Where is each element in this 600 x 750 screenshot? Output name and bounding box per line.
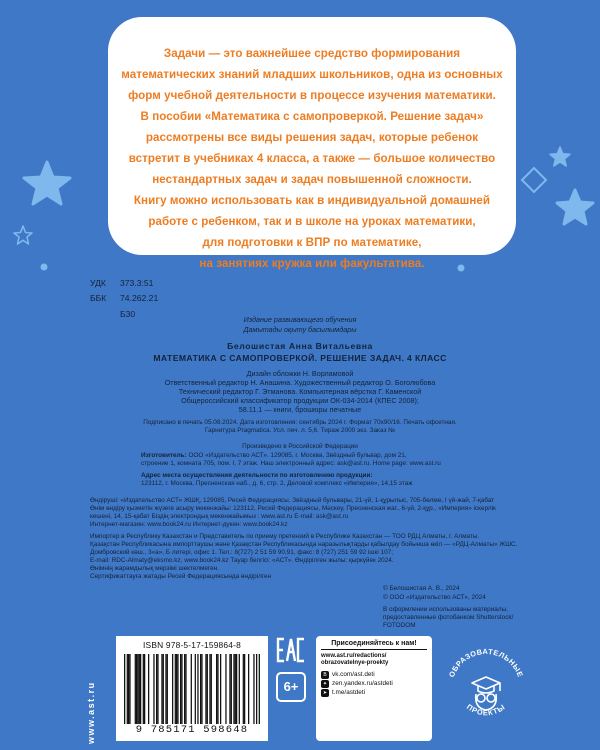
logo-bottom-text: ПРОЕКТЫ xyxy=(465,702,507,718)
photo-credit-2: предоставленные фотобанком Shutterstock/ xyxy=(383,614,514,621)
dot-icon xyxy=(40,263,48,271)
barcode-bars xyxy=(124,654,260,724)
description-line: для подготовки к ВПР по математике, xyxy=(202,236,422,249)
social-url-2: obrazovatelnye-proekty xyxy=(321,660,389,667)
barcode-bar xyxy=(135,654,136,724)
eac-mark xyxy=(276,636,306,664)
barcode-bar xyxy=(181,654,182,724)
barcode-bar xyxy=(129,654,130,724)
barcode-bar xyxy=(220,654,221,724)
barcode-bar xyxy=(172,654,173,724)
diamond-outline-icon xyxy=(519,165,549,195)
photo-credit-1: В оформлении использованы материалы, xyxy=(383,606,508,613)
barcode-bar xyxy=(231,654,232,724)
site-url: www.ast.ru xyxy=(86,681,96,744)
description-line: форм учебной деятельности в процессе изучения математики. xyxy=(128,89,496,102)
barcode-bar xyxy=(148,654,149,724)
social-box xyxy=(316,636,432,741)
description-line: на занятиях кружка или факультатива. xyxy=(199,257,425,270)
barcode-bar xyxy=(163,654,164,724)
address-line: 123112, г. Москва, Пресненская наб., д. 6, стр. 2, Деловой комплекс «Империя», 14,15 этаж xyxy=(141,480,413,487)
barcode-bar xyxy=(176,654,177,724)
editors-line-1: Ответственный редактор Н. Анашина. Художественный редактор О. Боголюбова xyxy=(164,378,436,387)
editors-line-2: Технический редактор Г. Этманова. Компьютерная вёрстка Г. Каменской xyxy=(178,387,422,396)
social-link-telegram: ➤ t.me/astdeti xyxy=(322,689,366,697)
barcode-bar xyxy=(124,654,125,724)
description-line: Книгу можно использовать как в индивидуальной домашней xyxy=(133,194,491,207)
description-line: нестандартных задач и задач повышенной сложности. xyxy=(152,173,472,186)
barcode-bar xyxy=(239,654,240,724)
barcode-bar xyxy=(157,654,158,724)
kz-line: Өнім өндіру қызметін жүзеге асыру мекенжайы: 123112, Ресей Федерациясы, Мәскеу, Пресненская жаг., 6-үй, 2-құр., «Империя» іскерлік xyxy=(90,505,496,512)
barcode-bar xyxy=(233,654,234,724)
description-line: математических знаний младших школьников, одна из основных xyxy=(121,68,503,81)
star-decoration-icon xyxy=(22,160,72,206)
barcode-bar xyxy=(177,654,178,724)
address-label: Адрес места осуществления деятельности по изготовлению продукции: xyxy=(141,472,373,479)
classifier-line-1: Общероссийский классификатор продукции ОК-034-2014 (КПЕС 2008); xyxy=(181,396,419,405)
telegram-icon: ➤ xyxy=(322,689,328,696)
barcode-bar xyxy=(236,654,237,724)
kz-line: Өндіруші: «Издательство АСТ» ЖШҚ, 129085, Ресей Федерациясы, Звёздный бульвары, 21-үй, 1-құрылыс, 705-бөлме, I үй-жай, 7-қабат xyxy=(90,497,495,504)
barcode-bar xyxy=(153,654,154,724)
barcode-bar xyxy=(211,654,212,724)
barcode-bar xyxy=(185,654,186,724)
barcode-bar xyxy=(244,654,245,724)
kz-line: E-mail: RDC-Almaty@eksmo.kz, www.book24.kz Тауар белгісі: «АСТ». Өндірілген жылы: қыркүйек 2024. xyxy=(90,557,394,564)
kz-line: Өнімнің жарамдылық мерзімі шектелмеген. xyxy=(90,565,219,572)
barcode-bar xyxy=(216,654,217,724)
barcode-bar xyxy=(248,654,249,724)
barcode-bar xyxy=(184,654,185,724)
logo-top-text: ОБРАЗОВАТЕЛЬНЫЕ xyxy=(446,646,526,679)
zen-icon: ✦ xyxy=(322,680,328,687)
kz-line: кешені, 14, 15-қабат Біздің электрондық мекенжайымыз : www.ast.ru E-mail: ask@ast.ru xyxy=(90,513,349,520)
barcode-bar xyxy=(161,654,162,724)
made-in: Произведено в Российской Федерации xyxy=(242,443,358,450)
barcode-bar xyxy=(229,654,230,724)
bbk-label: ББК xyxy=(90,293,107,303)
barcode-bar xyxy=(175,654,176,724)
kz-line: Домбровский көш., 3«а», Б литері, офис 1. Тел.: 8(727) 2 51 59 90,91, факс: 8 (727) 251 59 92 ішкі 107; xyxy=(90,549,393,556)
barcode-bar xyxy=(144,654,145,724)
isbn: ISBN 978-5-17-159864-8 xyxy=(143,640,241,650)
print-details-1: Подписано в печать 05.08.2024. Дата изготовления: сентябрь 2024 г. Формат 70x90/16. Печать офсетная. xyxy=(143,419,457,426)
social-link-zen: ✦ zen.yandex.ru/astdeti xyxy=(322,680,393,688)
description-line: рассмотрены все виды решения задач, которые ребенок xyxy=(145,131,479,144)
social-link-vk: B vk.com/ast.deti xyxy=(321,670,427,679)
kz-line: Қазақстан Республикасына импорттаушы және Қазақстан Республикасында наразылықтарды қабылдау бойынша өкіл — «РДЦ-Алматы» ЖШС. xyxy=(90,541,518,548)
barcode-bar xyxy=(259,654,260,724)
barcode-bar xyxy=(137,654,138,724)
social-title: Присоединяйтесь к нам! xyxy=(321,640,427,650)
educational-projects-logo xyxy=(436,636,536,736)
barcode-bar xyxy=(201,654,202,724)
barcode-bar xyxy=(207,654,208,724)
barcode-bar xyxy=(217,654,218,724)
book-title: МАТЕМАТИКА С САМОПРОВЕРКОЙ. РЕШЕНИЕ ЗАДАЧ. 4 КЛАСС xyxy=(153,353,447,363)
author-mark: Б30 xyxy=(120,309,136,319)
barcode-bar xyxy=(139,654,140,724)
barcode-bar xyxy=(205,654,206,724)
barcode-bar xyxy=(156,654,157,724)
social-links xyxy=(321,670,427,697)
edition-type-kz: Дамытады оқыту басылымдары xyxy=(243,325,357,334)
barcode xyxy=(116,636,268,741)
vk-icon: B xyxy=(321,671,329,679)
eac-icon xyxy=(276,636,306,664)
age-rating: 6+ xyxy=(276,672,306,702)
copyright-publisher: © ООО «Издательство АСТ», 2024 xyxy=(383,594,486,601)
barcode-bar xyxy=(225,654,226,724)
barcode-bar xyxy=(127,654,128,724)
barcode-bar xyxy=(235,654,236,724)
kz-line: Интернет-магазин: www.book24.ru Интернет-дүкен: www.book24.kz xyxy=(90,521,288,528)
description-card xyxy=(108,17,516,270)
barcode-bar xyxy=(165,654,166,724)
classifier-line-2: 58.11.1 — книги, брошюры печатные xyxy=(238,405,362,414)
barcode-bar xyxy=(191,654,192,724)
kz-line: Сертификаттауға жатады Ресей Федерациясында өндірілген xyxy=(90,573,272,580)
maker-line-2: строение 1, комната 705, пом. I, 7 этаж. Наш электронный адрес: ask@ast.ru. Home page: www.ast.ru xyxy=(141,460,441,467)
social-url-1: www.ast.ru/redactions/ xyxy=(321,653,387,659)
description-line: В пособии «Математика с самопроверкой. Решение задач» xyxy=(140,110,484,123)
kz-line: Импортер в Республику Казахстан и Представитель по приему претензий в Республике Казахстан — ТОО РДЦ Алматы, г. Алматы. xyxy=(90,533,480,540)
barcode-bar xyxy=(136,654,137,724)
edition-type-ru: Издание развивающего обучения xyxy=(243,315,357,324)
star-small-icon xyxy=(548,146,572,168)
description-line: встретит в учебниках 4 класса, а также — большое количество xyxy=(128,152,496,165)
barcode-bar xyxy=(167,654,168,724)
barcode-digits: 9 785171 598648 xyxy=(135,724,249,736)
barcode-bar xyxy=(180,654,181,724)
barcode-bar xyxy=(209,654,210,724)
author-name: Белошистая Анна Витальевна xyxy=(227,341,373,351)
barcode-bar xyxy=(195,654,196,724)
barcode-bar xyxy=(143,654,144,724)
cover-design: Дизайн обложки Н. Ворламовой xyxy=(246,369,354,378)
barcode-bar xyxy=(256,654,257,724)
barcode-bar xyxy=(253,654,254,724)
svg-text:ОБРАЗОВАТЕЛЬНЫЕ xyxy=(447,647,525,679)
graduation-owl-icon xyxy=(472,677,500,710)
description-line: Задачи — это важнейшее средство формирования xyxy=(163,47,461,60)
maker-line-1: Изготовитель: ООО «Издательство АСТ». 129085, г. Москва, Звёздный бульвар, дом 21, xyxy=(141,452,407,459)
print-details-2: Гарнитура Pragmatica. Усл. печ. л. 5,6. Тираж 2000 экз. Заказ № xyxy=(204,427,396,434)
star-outline-icon xyxy=(12,224,34,246)
udk-label: УДК xyxy=(90,278,106,288)
photo-credit-3: FOTODOM xyxy=(383,622,416,629)
copyright-author: © Белошистая А. В., 2024 xyxy=(383,585,460,592)
star-large-icon xyxy=(555,188,595,226)
barcode-bar xyxy=(200,654,201,724)
description-line: работе с ребенком, так и в школе на уроках математики, xyxy=(148,215,476,228)
barcode-bar xyxy=(128,654,129,724)
barcode-bar xyxy=(243,654,244,724)
udk-value: 373.3:51 xyxy=(120,278,154,288)
bbk-value: 74.262.21 xyxy=(120,293,159,303)
barcode-bar xyxy=(197,654,198,724)
barcode-bar xyxy=(140,654,141,724)
